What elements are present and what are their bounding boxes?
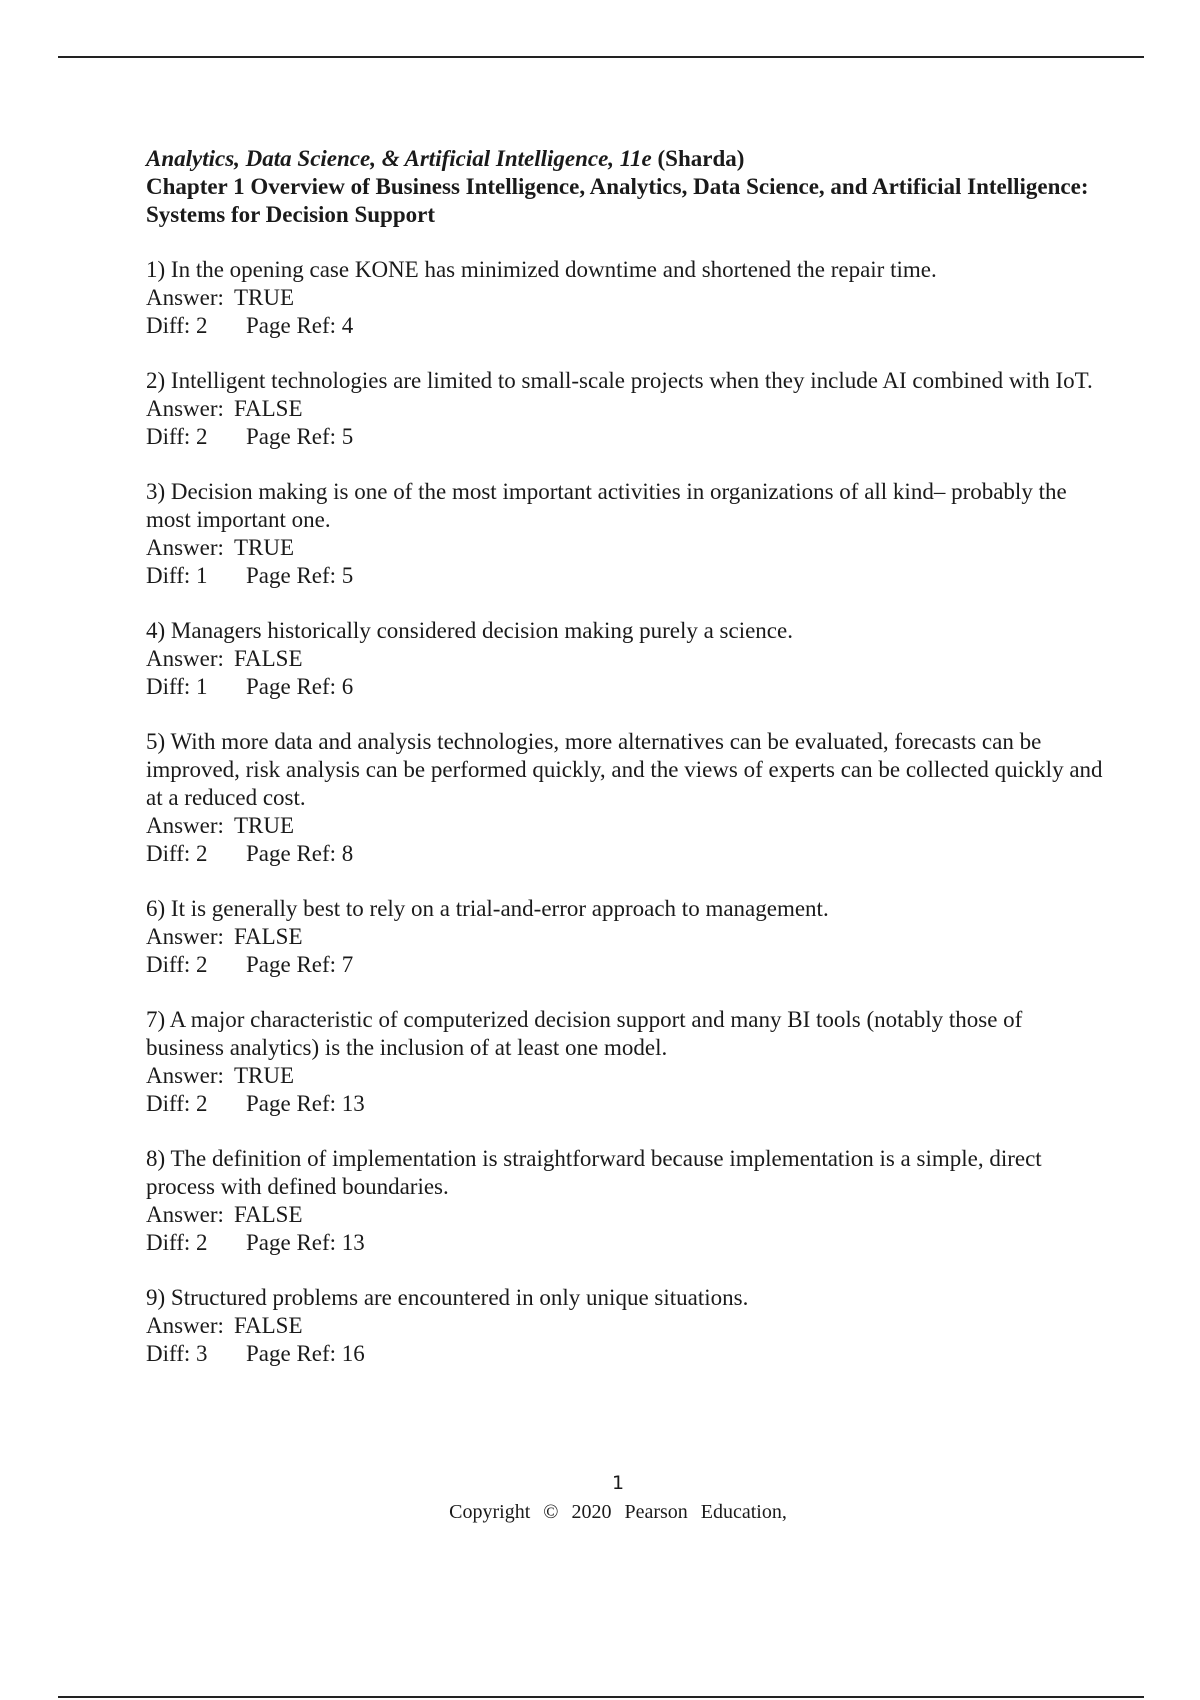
question-item [146, 617, 1106, 701]
answer-line [146, 284, 1106, 312]
question-text: 8) The definition of implementation is straightforward because implementation is a simple, direct process with defined boundaries. [146, 1146, 1042, 1199]
answer-line [146, 1062, 1106, 1090]
meta-line [146, 423, 1106, 451]
answer-value: TRUE [233, 813, 294, 838]
question-item [146, 728, 1106, 868]
question-text: 2) Intelligent technologies are limited to small-scale projects when they include AI combined with IoT. [146, 368, 1093, 393]
difficulty: Diff: 1 [146, 563, 208, 588]
meta-line [146, 673, 1106, 701]
book-header [146, 145, 1106, 173]
answer-line [146, 1312, 1106, 1340]
answer-label: Answer: [146, 813, 224, 838]
answer-value: TRUE [233, 535, 294, 560]
question-item [146, 1284, 1106, 1368]
answer-value: FALSE [233, 646, 303, 671]
question-text: 9) Structured problems are encountered in only unique situations. [146, 1285, 749, 1310]
page-reference: Page Ref: 4 [246, 313, 354, 338]
top-rule [58, 56, 1144, 58]
meta-line [146, 951, 1106, 979]
answer-line [146, 812, 1106, 840]
answer-line [146, 645, 1106, 673]
question-text: 1) In the opening case KONE has minimized downtime and shortened the repair time. [146, 257, 937, 282]
difficulty: Diff: 2 [146, 841, 208, 866]
meta-line [146, 1340, 1106, 1368]
answer-label: Answer: [146, 396, 224, 421]
answer-line [146, 1201, 1106, 1229]
page-reference: Page Ref: 5 [246, 563, 354, 588]
meta-line [146, 562, 1106, 590]
question-item [146, 478, 1106, 590]
bottom-rule [58, 1696, 1144, 1698]
copyright-notice: Copyright © 2020 Pearson Education, [449, 1501, 787, 1523]
question-item [146, 895, 1106, 979]
difficulty: Diff: 2 [146, 1091, 208, 1116]
question-item [146, 256, 1106, 340]
question-text: 7) A major characteristic of computerized decision support and many BI tools (notably those of business analytics) is the inclusion of at least one model. [146, 1007, 1023, 1060]
difficulty: Diff: 2 [146, 313, 208, 338]
answer-value: FALSE [233, 1313, 303, 1338]
page-reference: Page Ref: 13 [246, 1230, 365, 1255]
difficulty: Diff: 3 [146, 1341, 208, 1366]
answer-label: Answer: [146, 924, 224, 949]
answer-value: FALSE [233, 924, 303, 949]
page-reference: Page Ref: 13 [246, 1091, 365, 1116]
question-list [146, 256, 1106, 1368]
question-item [146, 1006, 1106, 1118]
difficulty: Diff: 1 [146, 674, 208, 699]
answer-label: Answer: [146, 535, 224, 560]
chapter-title: Chapter 1 Overview of Business Intelligence, Analytics, Data Science, and Artificial Intelligence: Systems for Decision Support [146, 174, 1089, 227]
answer-label: Answer: [146, 285, 224, 310]
meta-line [146, 312, 1106, 340]
answer-label: Answer: [146, 1202, 224, 1227]
book-title: Analytics, Data Science, & Artificial Intelligence, 11e [146, 146, 652, 171]
answer-label: Answer: [146, 1063, 224, 1088]
page-reference: Page Ref: 6 [246, 674, 354, 699]
difficulty: Diff: 2 [146, 952, 208, 977]
page-reference: Page Ref: 7 [246, 952, 354, 977]
answer-value: FALSE [233, 396, 303, 421]
document-body [146, 145, 1106, 1395]
answer-value: FALSE [233, 1202, 303, 1227]
answer-line [146, 534, 1106, 562]
meta-line [146, 840, 1106, 868]
answer-value: TRUE [233, 1063, 294, 1088]
question-text: 4) Managers historically considered decision making purely a science. [146, 618, 793, 643]
question-item [146, 1145, 1106, 1257]
answer-label: Answer: [146, 646, 224, 671]
question-text: 3) Decision making is one of the most important activities in organizations of all kind– probably the most important one. [146, 479, 1067, 532]
answer-line [146, 395, 1106, 423]
page-number: 1 [611, 1472, 625, 1494]
page-reference: Page Ref: 16 [246, 1341, 365, 1366]
answer-value: TRUE [233, 285, 294, 310]
answer-label: Answer: [146, 1313, 224, 1338]
meta-line [146, 1229, 1106, 1257]
question-text: 5) With more data and analysis technologies, more alternatives can be evaluated, forecasts can be improved, risk analysis can be performed quickly, and the views of experts can be collected quickly and at a reduced cost. [146, 729, 1103, 810]
question-item [146, 367, 1106, 451]
page-reference: Page Ref: 8 [246, 841, 354, 866]
answer-line [146, 923, 1106, 951]
meta-line [146, 1090, 1106, 1118]
question-text: 6) It is generally best to rely on a trial-and-error approach to management. [146, 896, 829, 921]
difficulty: Diff: 2 [146, 1230, 208, 1255]
page-reference: Page Ref: 5 [246, 424, 354, 449]
book-author: (Sharda) [657, 146, 745, 171]
difficulty: Diff: 2 [146, 424, 208, 449]
